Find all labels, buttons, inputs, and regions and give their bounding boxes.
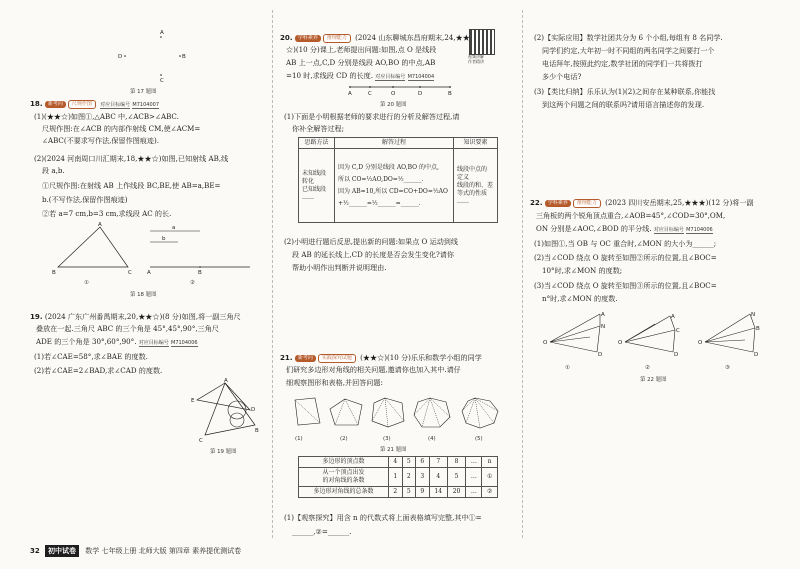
table-cell: 2 [402, 468, 416, 487]
q18-number: 18. [30, 99, 43, 108]
table-text: …… [302, 193, 314, 201]
q17-figure [110, 28, 190, 88]
table-cell-process [335, 149, 454, 223]
q20-code-label: 对应目标编号 [375, 74, 406, 80]
table-row-label: 多边形对角线的总条数 [299, 487, 389, 498]
q18-code: M7104007 [132, 102, 160, 108]
svg-text:A: A [160, 30, 164, 36]
q18-p1a: (1)(★★☆)如图①,△ABC 中,∠ACB>∠ABC. [34, 112, 179, 121]
q18-figure [50, 222, 260, 282]
page-footer [30, 545, 241, 557]
q21-number: 21. [280, 353, 293, 362]
q18-p2e: ②若 a=7 cm,b=3 cm,求线段 AC 的长. [42, 209, 172, 218]
q18-caption: 第 18 题图 [130, 292, 157, 298]
q19-l2: 叠放在一起.三角尺 ABC 的三个角是 45°,45°,90°,三角尺 [36, 324, 219, 333]
q19-p1: (1)若∠CAE=58°,求∠BAE 的度数. [34, 352, 148, 361]
q22-fig3 [698, 312, 760, 358]
svg-text:N: N [751, 312, 756, 318]
q22-line3 [536, 223, 713, 236]
table-text: 线段中点的 [457, 165, 488, 173]
svg-text:D: D [251, 407, 256, 413]
table-cell: 9 [416, 487, 430, 498]
q22-line1 [530, 197, 754, 209]
table-text: 的对角线的条数 [322, 477, 365, 484]
q21-p3b: 到这两个问题之间的联系吗?请用语言描述你的发现. [542, 100, 705, 109]
q19-p2: (2)若∠CAE=2∠BAD,求∠CAD 的度数. [34, 366, 163, 375]
table-cell: n [482, 457, 498, 468]
q21-p2b: 同学们约定,大年初一时不同组的两名同学之间要打一个 [542, 46, 715, 55]
q21-fig1-label: (1) [295, 436, 303, 442]
svg-text:B: B [255, 428, 259, 434]
table-text: 定义 [457, 173, 470, 181]
q18-fig2-label: ② [190, 280, 195, 286]
svg-text:O: O [543, 340, 548, 346]
page-number: 32 [30, 547, 40, 555]
q18-p1b: 尺规作图:在∠ACB 的内部作射线 CM,使∠ACM= [42, 124, 201, 133]
q21-fig5-label: (5) [475, 436, 483, 442]
q18-p1c: ∠ABC(不要求写作法,保留作图痕迹). [42, 136, 160, 145]
q20-l4: =10 时,求线段 CD 的长度. [286, 71, 374, 80]
table-cell-method [299, 149, 335, 223]
table-row-label: 多边形的顶点数 [299, 457, 389, 468]
svg-text:B: B [182, 54, 186, 60]
q22-caption: 第 22 题图 [640, 377, 667, 383]
q20-l1: (2024 山东聊城东昌府期末,24,★★ [355, 33, 470, 42]
svg-text:a: a [172, 225, 176, 231]
svg-text:A: A [98, 222, 102, 228]
q20-line1 [280, 32, 470, 44]
table-text: 从一个顶点出发 [322, 469, 365, 476]
table-text: +½______=½______=______. [338, 199, 421, 207]
q22-figure [545, 312, 765, 362]
q22-fig1 [543, 312, 605, 358]
q20-analysis-table [298, 137, 498, 223]
table-cell: 20 [447, 487, 465, 498]
q21-polygon-figures [290, 395, 510, 435]
table-text: 已知线段 [302, 185, 327, 193]
q22-l1: (2023 四川安岳期末,25,★★★)(12 分)将一副 [605, 198, 754, 207]
table-row [299, 468, 498, 487]
q21-fig2-label: (2) [340, 436, 348, 442]
svg-text:A: A [601, 312, 605, 318]
q22-fig1-label: ① [565, 365, 570, 371]
q20-p2a: (2)小明进行题后反思,提出新的问题:如果点 O 运动到线 [284, 237, 458, 246]
q20-p2c: 帮助小明作出判断并说明理由. [292, 263, 387, 272]
table-text: 等式的性质 [457, 189, 488, 197]
q18-tag: 新考向 [45, 101, 66, 108]
footer-grade: 七年级上册 [101, 547, 137, 555]
footer-edition: 北师大版 [138, 547, 167, 555]
table-cell: … [466, 468, 482, 487]
table-cell: 3 [416, 468, 430, 487]
svg-text:A: A [348, 91, 352, 97]
q20-code: M7104004 [407, 74, 435, 80]
q22-fig3-label: ③ [725, 365, 730, 371]
table-cell: … [466, 487, 482, 498]
q20-l3: AB 上一点,C,D 分别是线段 AO,BO 的中点,AB [286, 58, 436, 67]
q21-l3: 细观察图形和表格,并回答问题: [286, 378, 383, 387]
svg-text:D: D [754, 352, 759, 358]
q21-p2c: 电话拜年,按照此约定,数学社团的同学们一共将拨打 [542, 59, 703, 68]
qr-code-icon[interactable] [470, 30, 494, 54]
q22-p3a: (3)当∠COD 绕点 O 旋转至如图③所示的位置,且∠BOC= [534, 281, 717, 290]
table-cell: 4 [429, 468, 447, 487]
q22-p2b: 10°时,求∠MON 的度数; [542, 266, 623, 275]
svg-text:D: D [674, 352, 679, 358]
svg-text:D: D [598, 352, 603, 358]
svg-text:D: D [118, 54, 123, 60]
q19-figure [191, 378, 265, 445]
table-head-cell: 解答过程 [335, 138, 454, 149]
q18-header [30, 98, 159, 111]
q21-fig4-label: (4) [428, 436, 436, 442]
svg-text:O: O [391, 91, 396, 97]
q21-data-table [298, 456, 498, 498]
q22-l2: 三角板的两个锐角顶点重合,∠AOB=45°,∠COD=30°,OM, [536, 211, 726, 220]
svg-text:B: B [52, 270, 56, 276]
table-text: 未知线段 [302, 169, 327, 177]
q19-number: 19. [30, 312, 43, 321]
q18-code-label: 对应目标编号 [100, 102, 131, 108]
svg-text:O: O [618, 340, 623, 346]
q21-fig3-label: (3) [383, 436, 391, 442]
q17-caption: 第 17 题图 [130, 89, 157, 95]
q19-caption: 第 19 题图 [210, 449, 237, 455]
svg-text:C: C [199, 438, 203, 444]
q20-p2b: 段 AB 的延长线上,CD 的长度是否会发生变化?请你 [292, 250, 454, 259]
table-head-cell: 知识要素 [454, 138, 498, 149]
q21-l2: 们研究多边形对角线的相关问题,邀请你也加入其中.请仔 [286, 365, 461, 374]
table-head-cell: 思路方法 [299, 138, 335, 149]
brand-label: 初中试卷 [45, 545, 79, 557]
q21-tag: 新考向 [295, 355, 316, 362]
q22-l3: ON 分别是∠AOC,∠BOD 的平分线. [536, 224, 652, 233]
svg-text:O: O [698, 340, 703, 346]
q22-tag2: 推理能力 [573, 199, 601, 208]
q20-tag: 学科素养 [295, 35, 321, 42]
svg-text:B: B [198, 270, 202, 276]
q18-p2d: b.(不写作法,保留作图痕迹) [42, 195, 128, 204]
table-row [299, 487, 498, 498]
table-cell: 4 [389, 457, 403, 468]
table-cell: 5 [402, 457, 416, 468]
svg-text:B: B [756, 326, 760, 332]
table-cell: 5 [402, 487, 416, 498]
q19-code-label: 对应目标编号 [138, 340, 169, 346]
svg-text:A: A [671, 314, 675, 320]
q21-caption: 第 21 题图 [380, 447, 407, 453]
q20-caption: 第 20 题图 [380, 102, 407, 108]
table-text: 因为 AB=10,所以 CD=CO+DO=½AO [338, 187, 448, 195]
q19-line3 [36, 336, 198, 349]
table-cell: ① [482, 468, 498, 487]
q21-p2a: (2)【实际应用】数学社团共分为 6 个小组,每组有 8 名同学. [534, 33, 723, 42]
table-cell: 1 [389, 468, 403, 487]
q18-p2a: (2)(2024 河南周口川汇期末,18,★★☆)如图,已知射线 AB,线 [34, 154, 229, 163]
table-row [299, 457, 498, 468]
q21-l1: (★★☆)(10 分)乐乐和数学小组的同学 [360, 353, 482, 362]
q22-code: M7104006 [686, 227, 713, 233]
q19-l1: (2024 广东广州番禺期末,20,★★☆)(8 分)如图,将一副三角尺 [44, 312, 241, 321]
table-text: 转化 [302, 177, 315, 185]
svg-text:C: C [160, 78, 164, 84]
table-row [299, 149, 498, 223]
svg-text:A: A [147, 270, 151, 276]
q22-fig2-label: ② [645, 365, 650, 371]
svg-text:b: b [162, 236, 166, 242]
column-divider [522, 10, 523, 538]
qr-caption: 视频讲解 [468, 54, 484, 59]
q21-p2d: 多少个电话? [542, 72, 582, 81]
table-cell: 6 [416, 457, 430, 468]
table-row [299, 138, 498, 149]
q19-l3: ADE 的三个角是 30°,60°,90°. [36, 337, 137, 346]
table-cell: 8 [447, 457, 465, 468]
q20-tag2: 推理能力 [323, 34, 351, 43]
q19-line1 [30, 311, 241, 323]
footer-subject: 数学 [85, 547, 100, 555]
q22-p2a: (2)当∠COD 绕点 O 旋转至如图②所示的位置,且∠BOC= [534, 253, 717, 262]
column-divider [272, 10, 273, 538]
table-text: 所以 CO=½AO,DO=½______. [338, 175, 424, 183]
q20-figure [345, 82, 455, 96]
table-text: 因为 C,D 分别是线段 AO,BO 的中点, [338, 163, 439, 171]
q22-code-label: 对应目标编号 [653, 227, 684, 233]
q21-p1a: (1)【观察探究】用含 n 的代数式将上面表格填写完整,其中①= [284, 513, 482, 522]
q20-number: 20. [280, 33, 293, 42]
q22-tag: 学科素养 [545, 200, 571, 207]
q19-code: M7104006 [171, 340, 198, 346]
q22-p3b: n°时,求∠MON 的度数. [542, 294, 618, 303]
footer-test: 素养提优测试卷 [192, 547, 242, 555]
q18-tag2: 尺规作图 [68, 100, 96, 109]
table-cell-knowledge [454, 149, 498, 223]
svg-text:C: C [128, 270, 132, 276]
table-cell: … [466, 457, 482, 468]
svg-text:A: A [224, 378, 228, 384]
table-cell: ② [482, 487, 498, 498]
q22-fig2 [618, 314, 680, 358]
footer-chapter: 第四章 [168, 547, 190, 555]
svg-text:C: C [368, 91, 372, 97]
svg-text:N: N [601, 324, 606, 330]
q20-l2: ☆)(10 分)课上,老师提出问题:如图,点 O 是线段 [286, 45, 437, 54]
table-text: …… [457, 197, 469, 205]
q22-p1: (1)如图①,当 OB 与 OC 重合时,∠MON 的大小为______; [534, 239, 717, 248]
table-row-label [299, 468, 389, 487]
q21-p3a: (3)【类比归纳】乐乐认为(1)(2)之间存在某种联系,你能找 [534, 87, 716, 96]
svg-text:D: D [418, 91, 423, 97]
q18-p2c: ①尺规作图:在射线 AB 上作线段 BC,BE,使 AB=a,BE= [42, 181, 221, 190]
table-text: 线段的和、差 [457, 181, 494, 189]
q18-fig1-label: ① [84, 280, 89, 286]
q21-line1 [280, 352, 482, 364]
qr-caption2: 作者精讲 [468, 59, 484, 64]
table-cell: 7 [429, 457, 447, 468]
q20-p1a: (1)下面是小明根据老师的要求进行的分析及解答过程,请 [284, 112, 460, 121]
q21-tag2: 实践探究试题 [318, 354, 356, 363]
table-cell: 5 [447, 468, 465, 487]
q21-p1b: ______,②=______. [292, 527, 352, 536]
table-cell: 2 [389, 487, 403, 498]
q20-p1b: 你补全解答过程; [292, 124, 345, 133]
table-cell: 14 [429, 487, 447, 498]
svg-text:B: B [448, 91, 452, 97]
q18-p2b: 段 a,b. [42, 166, 65, 175]
q22-number: 22. [530, 198, 543, 207]
svg-text:E: E [191, 398, 195, 404]
svg-text:C: C [676, 328, 680, 334]
